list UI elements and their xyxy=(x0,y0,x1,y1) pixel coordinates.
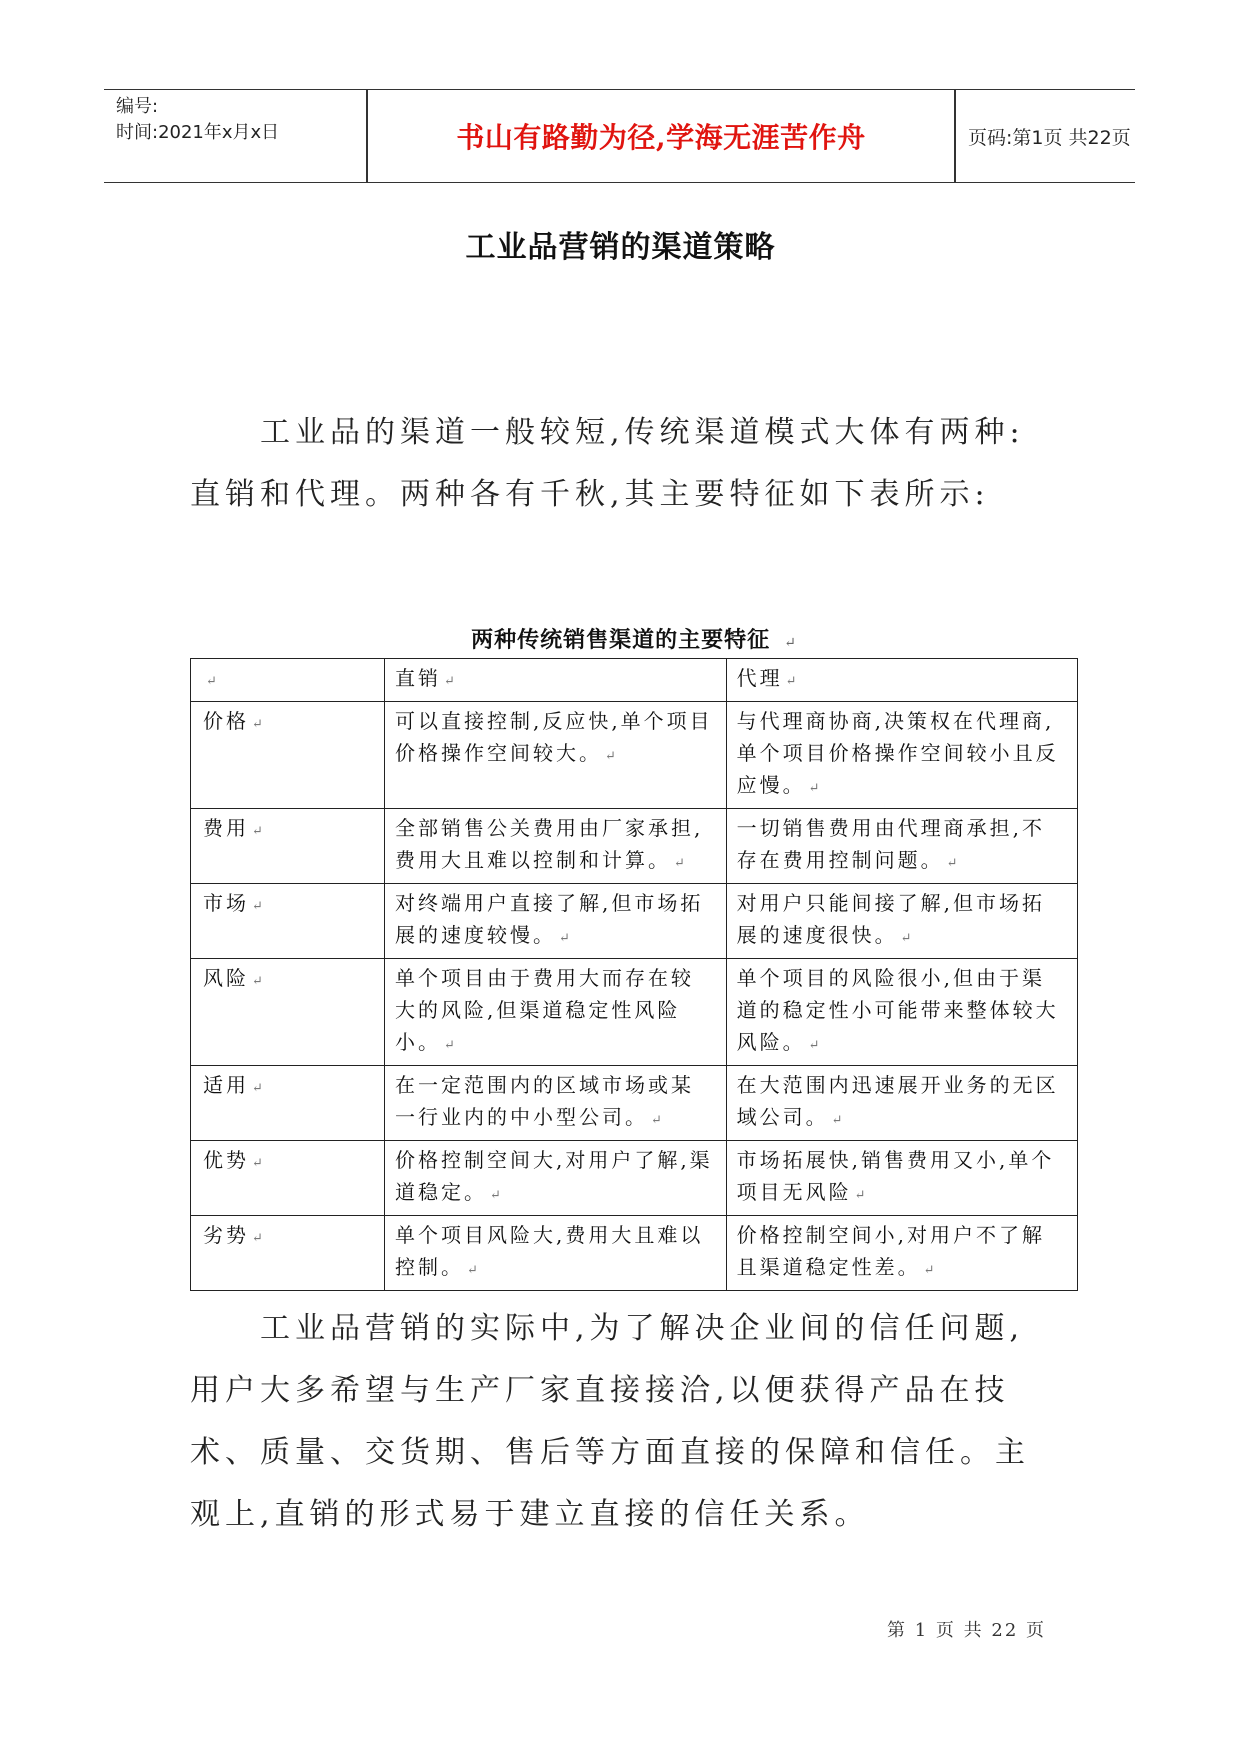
return-mark-icon: ↵ xyxy=(923,1263,935,1278)
table-row xyxy=(191,959,1078,1066)
header-page-code: 页码:第1页 共22页 xyxy=(968,126,1131,149)
table-header-cell: 直销 ↵ xyxy=(384,659,726,702)
return-mark-icon: ↵ xyxy=(443,1038,455,1053)
table-caption xyxy=(190,622,1078,658)
table-row xyxy=(191,702,1078,809)
return-mark-icon: ↵ xyxy=(252,899,263,914)
return-mark-icon: ↵ xyxy=(466,1263,478,1278)
row-label-cell: 适用 ↵ xyxy=(191,1066,385,1141)
return-mark-icon: ↵ xyxy=(558,931,570,946)
return-mark-icon: ↵ xyxy=(808,781,820,796)
return-mark-icon: ↵ xyxy=(784,635,797,651)
feature-table-block xyxy=(190,622,1078,1291)
paragraph-intro: 工业品的渠道一般较短,传统渠道模式大体有两种:直销和代理。两种各有千秋,其主要特征如下表所示: xyxy=(190,415,1025,512)
agent-cell: 单个项目的风险很小,但由于渠道的稳定性小可能带来整体较大风险。 ↵ xyxy=(726,959,1077,1066)
row-label-cell: 优势 ↵ xyxy=(191,1141,385,1216)
table-row xyxy=(191,1141,1078,1216)
row-label-cell: 风险 ↵ xyxy=(191,959,385,1066)
header-meta xyxy=(116,90,366,186)
return-mark-icon: ↵ xyxy=(206,674,217,689)
return-mark-icon: ↵ xyxy=(854,1188,866,1203)
return-mark-icon: ↵ xyxy=(946,856,958,871)
row-label-cell: 费用 ↵ xyxy=(191,809,385,884)
table-row xyxy=(191,1216,1078,1291)
table-header-row xyxy=(191,659,1078,702)
table-header-cell xyxy=(191,659,385,702)
header-divider xyxy=(954,90,956,182)
header-number-label: 编号: xyxy=(116,96,159,117)
page-footer: 第 1 页 共 22 页 xyxy=(887,1620,1046,1641)
row-label-cell: 价格 ↵ xyxy=(191,702,385,809)
document-title: 工业品营销的渠道策略 xyxy=(465,230,776,265)
table-row xyxy=(191,809,1078,884)
return-mark-icon: ↵ xyxy=(252,717,263,732)
direct-sales-cell: 全部销售公关费用由厂家承担,费用大且难以控制和计算。 ↵ xyxy=(384,809,726,884)
table-row xyxy=(191,1066,1078,1141)
return-mark-icon: ↵ xyxy=(252,974,263,989)
table-caption-text: 两种传统销售渠道的主要特征 xyxy=(471,627,771,653)
feature-table xyxy=(190,658,1078,1291)
return-mark-icon: ↵ xyxy=(673,856,685,871)
agent-cell: 一切销售费用由代理商承担,不存在费用控制问题。 ↵ xyxy=(726,809,1077,884)
page-header xyxy=(104,89,1135,183)
direct-sales-cell: 价格控制空间大,对用户了解,渠道稳定。 ↵ xyxy=(384,1141,726,1216)
direct-sales-cell: 单个项目风险大,费用大且难以控制。 ↵ xyxy=(384,1216,726,1291)
table-row xyxy=(191,884,1078,959)
direct-sales-cell: 对终端用户直接了解,但市场拓展的速度较慢。 ↵ xyxy=(384,884,726,959)
agent-cell: 在大范围内迅速展开业务的无区域公司。 ↵ xyxy=(726,1066,1077,1141)
header-time-label: 时间:2021年x月x日 xyxy=(116,122,280,143)
agent-cell: 对用户只能间接了解,但市场拓展的速度很快。 ↵ xyxy=(726,884,1077,959)
return-mark-icon: ↵ xyxy=(604,749,616,764)
row-label-cell: 市场 ↵ xyxy=(191,884,385,959)
return-mark-icon: ↵ xyxy=(252,1231,263,1246)
return-mark-icon: ↵ xyxy=(443,674,455,689)
return-mark-icon: ↵ xyxy=(650,1113,662,1128)
return-mark-icon: ↵ xyxy=(252,1081,263,1096)
return-mark-icon: ↵ xyxy=(785,674,797,689)
return-mark-icon: ↵ xyxy=(489,1188,501,1203)
return-mark-icon: ↵ xyxy=(252,824,263,839)
table-header-cell: 代理 ↵ xyxy=(726,659,1077,702)
direct-sales-cell: 单个项目由于费用大而存在较大的风险,但渠道稳定性风险小。 ↵ xyxy=(384,959,726,1066)
return-mark-icon: ↵ xyxy=(808,1038,820,1053)
agent-cell: 价格控制空间小,对用户不了解且渠道稳定性差。 ↵ xyxy=(726,1216,1077,1291)
direct-sales-cell: 在一定范围内的区域市场或某一行业内的中小型公司。 ↵ xyxy=(384,1066,726,1141)
direct-sales-cell: 可以直接控制,反应快,单个项目价格操作空间较大。 ↵ xyxy=(384,702,726,809)
feature-table-body xyxy=(191,659,1078,1291)
return-mark-icon: ↵ xyxy=(900,931,912,946)
paragraph-trust: 工业品营销的实际中,为了解决企业间的信任问题,用户大多希望与生产厂家直接接洽,以便获得产品在技术、质量、交货期、售后等方面直接的保障和信任。主观上,直销的形式易于建立直接的信任关系。 xyxy=(190,1311,1030,1532)
row-label-cell: 劣势 ↵ xyxy=(191,1216,385,1291)
return-mark-icon: ↵ xyxy=(831,1113,843,1128)
return-mark-icon: ↵ xyxy=(252,1156,263,1171)
header-motto: 书山有路勤为径,学海无涯苦作舟 xyxy=(456,121,866,154)
agent-cell: 与代理商协商,决策权在代理商,单个项目价格操作空间较小且反应慢。 ↵ xyxy=(726,702,1077,809)
agent-cell: 市场拓展快,销售费用又小,单个项目无风险 ↵ xyxy=(726,1141,1077,1216)
